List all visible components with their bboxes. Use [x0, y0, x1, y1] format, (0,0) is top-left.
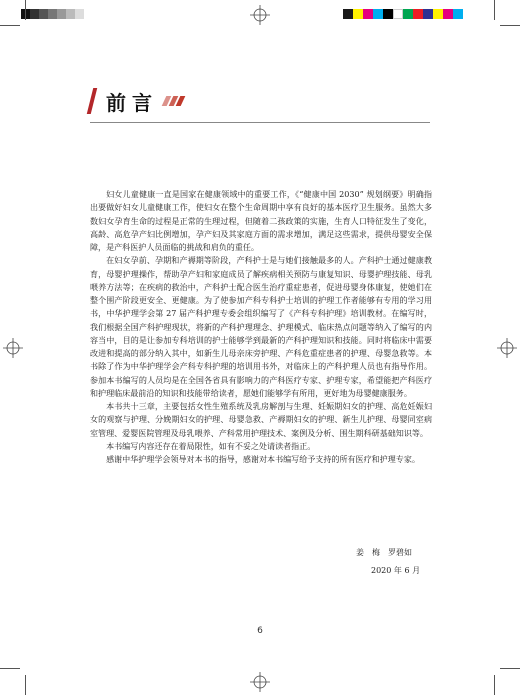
- color-swatch: [423, 9, 433, 19]
- page-number: 6: [257, 626, 263, 636]
- color-swatch: [403, 9, 413, 19]
- gray-swatch: [75, 9, 84, 19]
- page-title: 前言: [106, 90, 158, 115]
- registration-mark-right: [497, 338, 517, 358]
- heading-slash-decoration: [87, 88, 97, 114]
- gray-swatch: [48, 9, 57, 19]
- preface-body: [90, 188, 432, 466]
- color-swatch: [363, 9, 373, 19]
- color-swatch: [453, 9, 463, 19]
- color-swatch: [393, 9, 403, 19]
- gray-swatch: [57, 9, 66, 19]
- color-swatch: [383, 9, 393, 19]
- paragraph: 在妇女孕前、孕期和产褥期等阶段，产科护士是与她们接触最多的人。产科护士通过健康教育，母婴护理操作，帮助孕产妇和家庭成员了解疾病相关预防与康复知识、母婴护理技能、母乳喂养方法等；在疾病的救治中，产科护士配合医生治疗重症患者，促进母婴身体康复，使她们在整个围产阶段更安全、更健康。为了使参加产科专科护士培训的护理工作者能够有专用的学习用书，中华护理学会第 27 届产科护理专委会组织编写了《产科专科护理》培训教材。在编写时，我们根据全国产科护理现状，将新的产科护理理念、护理模式、临床热点问题等纳入了编写的内容当中，目的是让参加专科培训的护士能够学到最新的产科护理知识和技能。同时将临床中需要改进和提高的部分纳入其中，如新生儿母亲床旁护理、产科危重症患者的护理、母婴急救等。本书除了作为中华护理学会产科专科护理的培训用书外，对临床上的产科护理人员也有指导作用。参加本书编写的人员均是在全国各省具有影响力的产科医疗专家、护理专家，希望能把产科医疗和护理临床最前沿的知识和技能带给读者，愿她们能够学有所用，更好地为母婴健康服务。: [90, 256, 432, 398]
- color-swatch: [443, 9, 453, 19]
- preface-heading: [90, 86, 183, 116]
- registration-mark-left: [3, 338, 23, 358]
- paragraph: 感谢中华护理学会领导对本书的指导，感谢对本书编写给予支持的所有医疗和护理专家。: [106, 455, 420, 464]
- gray-swatch: [30, 9, 39, 19]
- color-swatch: [373, 9, 383, 19]
- registration-mark-top: [250, 5, 270, 25]
- color-swatch: [413, 9, 423, 19]
- signature-authors: 姜 梅 罗碧如: [356, 548, 412, 557]
- color-swatch: [433, 9, 443, 19]
- color-swatch: [353, 9, 363, 19]
- paragraph: 本书共十三章，主要包括女性生殖系统及乳房解剖与生理、妊娠期妇女的护理、高危妊娠妇女的观察与护理、分娩期妇女的护理、母婴急救、产褥期妇女的护理、新生儿护理、母婴同室病室管理、爱婴医院管理及母乳喂养、产科常用护理技术、案例及分析、围生期科研基础知识等。: [90, 402, 432, 438]
- paragraph: 妇女儿童健康一直是国家在健康领域中的重要工作，《“健康中国 2030” 规划纲要》明确指出要做好妇女儿童健康工作，使妇女在整个生命周期中享有良好的基本医疗卫生服务。虽然大多数妇女孕育生命的过程是正常的生理过程，但随着二孩政策的实施，生育人口特征发生了变化，高龄、高危孕产妇比例增加，孕产妇及其家庭方面的需求增加，满足这些需求，提供母婴安全保障，是产科医护人员面临的挑战和肩负的重任。: [90, 190, 432, 252]
- gray-swatch: [39, 9, 48, 19]
- chevron-decoration-icon: [162, 96, 183, 106]
- paragraph: 本书编写内容还存在着局限性，如有不妥之处请读者指正。: [106, 441, 316, 451]
- gray-scale-bar: [21, 9, 84, 19]
- color-calibration-bar: [343, 9, 463, 19]
- registration-mark-bottom: [250, 672, 270, 692]
- color-swatch: [343, 9, 353, 19]
- heading-rule: [90, 122, 430, 123]
- gray-swatch: [66, 9, 75, 19]
- signature-date: 2020 年 6 月: [371, 566, 421, 575]
